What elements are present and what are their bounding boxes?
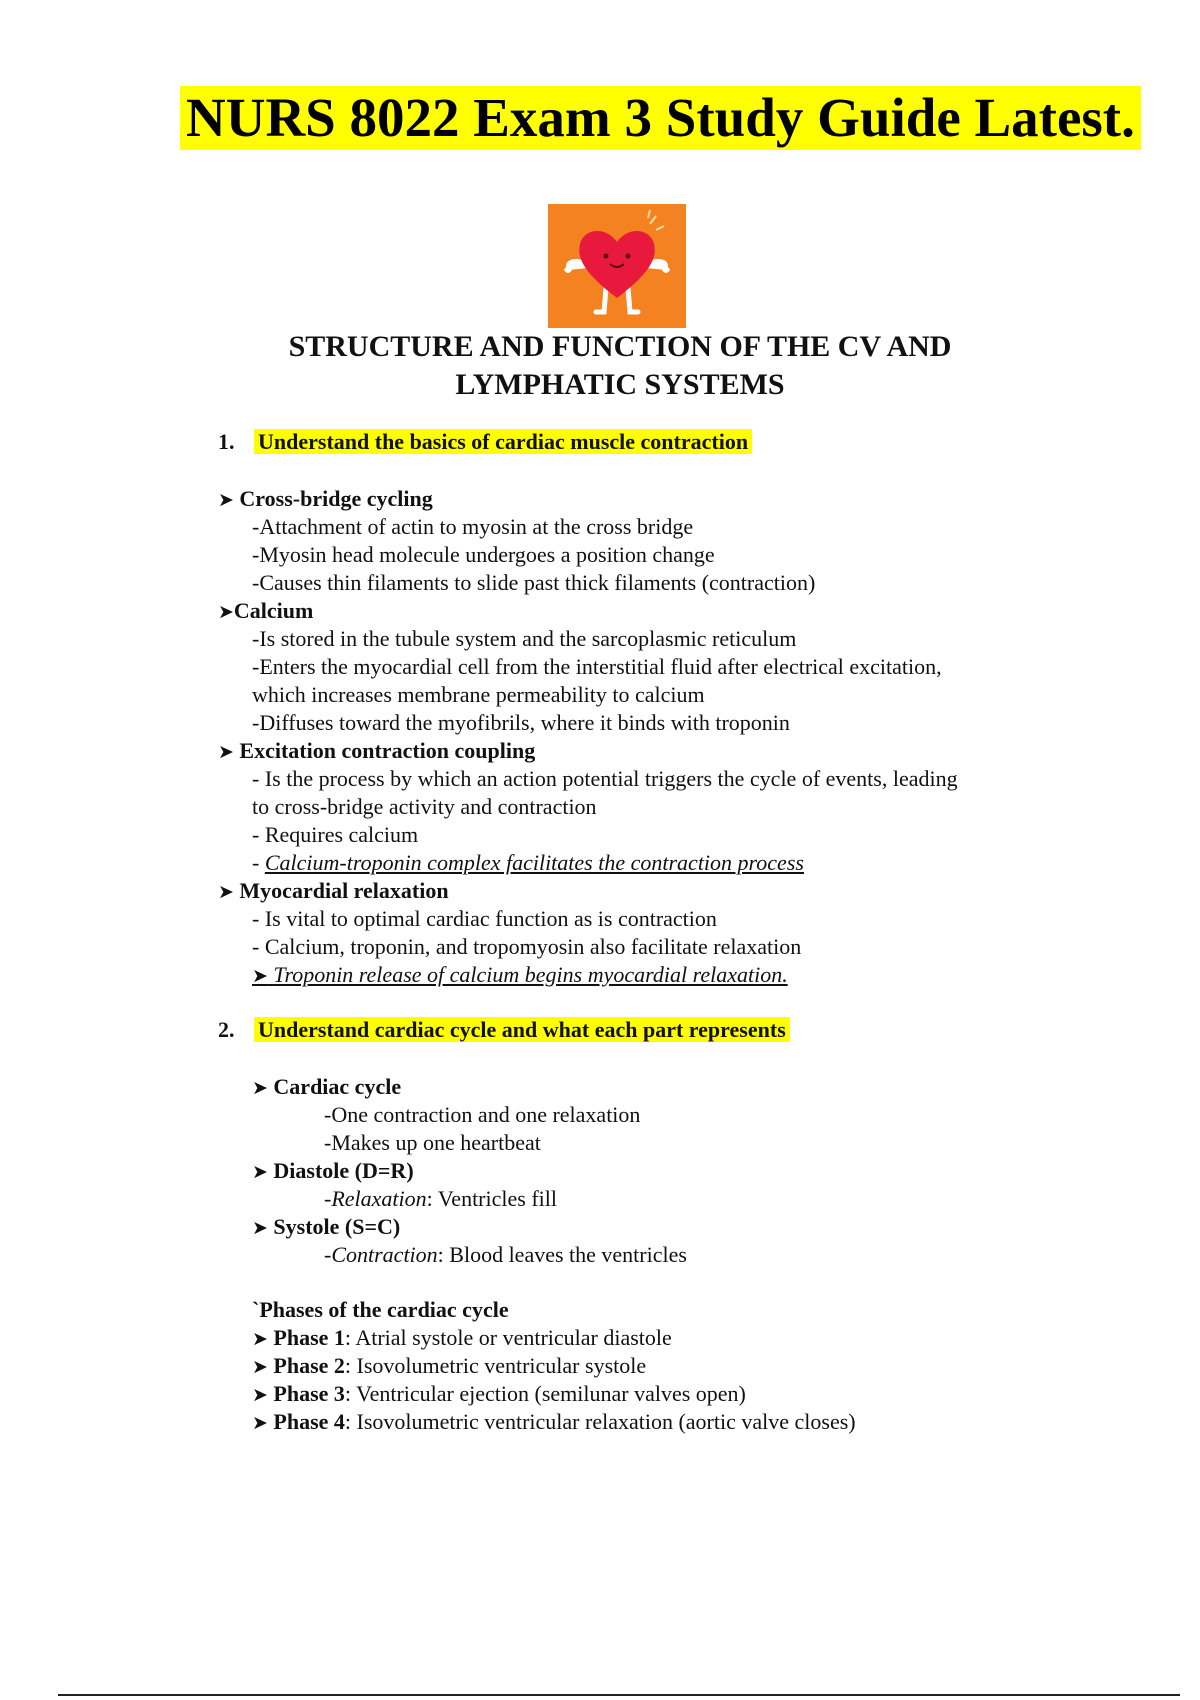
question-1 bbox=[218, 428, 752, 456]
section-heading bbox=[160, 328, 1080, 404]
diastole-term: Relaxation bbox=[331, 1186, 427, 1211]
calcium-title: Calcium bbox=[233, 598, 314, 623]
bullet-myocardial-relaxation bbox=[218, 877, 958, 905]
calcium-line: -Is stored in the tubule system and the sarcoplasmic reticulum bbox=[252, 626, 797, 651]
relax-line: - Is vital to optimal cardiac function as is contraction bbox=[252, 906, 717, 931]
arrow-bullet-icon: ➤ bbox=[252, 1077, 268, 1099]
systole-line bbox=[218, 1241, 687, 1269]
phase-desc: : Atrial systole or ventricular diastole bbox=[344, 1325, 672, 1350]
cross-bridge-title: Cross-bridge cycling bbox=[239, 486, 433, 511]
phases-heading: `Phases of the cardiac cycle bbox=[252, 1297, 509, 1322]
phase-item bbox=[218, 1380, 856, 1408]
ecc-line: to cross-bridge activity and contraction bbox=[252, 794, 597, 819]
relax-line: - Calcium, troponin, and tropomyosin also facilitate relaxation bbox=[252, 934, 802, 959]
calcium-line: which increases membrane permeability to calcium bbox=[252, 682, 705, 707]
footer-divider bbox=[58, 1694, 1180, 1696]
bullet-systole bbox=[218, 1213, 687, 1241]
systole-prefix: - bbox=[324, 1242, 332, 1267]
arrow-bullet-icon: ➤ bbox=[218, 601, 234, 623]
ecc-dash: - bbox=[252, 850, 265, 875]
arrow-bullet-icon: ➤ bbox=[252, 1356, 268, 1378]
ecc-title: Excitation contraction coupling bbox=[239, 738, 536, 763]
relax-title: Myocardial relaxation bbox=[239, 878, 449, 903]
bullet-calcium bbox=[218, 597, 958, 625]
q2-content bbox=[218, 1073, 687, 1269]
phase-item bbox=[218, 1352, 856, 1380]
cardiac-cycle-title: Cardiac cycle bbox=[273, 1074, 402, 1099]
arrow-bullet-icon: ➤ bbox=[252, 1412, 268, 1434]
cross-bridge-line: -Myosin head molecule undergoes a position change bbox=[252, 542, 715, 567]
question-1-number: 1. bbox=[218, 429, 235, 454]
arrow-bullet-icon: ➤ bbox=[252, 965, 268, 987]
question-1-text: Understand the basics of cardiac muscle contraction bbox=[254, 429, 752, 454]
arrow-bullet-icon: ➤ bbox=[218, 741, 234, 763]
phase-label: Phase 3 bbox=[273, 1381, 345, 1406]
diastole-rest: : Ventricles fill bbox=[426, 1186, 557, 1211]
phase-label: Phase 4 bbox=[273, 1409, 345, 1434]
question-2 bbox=[218, 1016, 790, 1044]
diastole-prefix: - bbox=[324, 1186, 332, 1211]
arrow-bullet-icon: ➤ bbox=[252, 1328, 268, 1350]
arrow-bullet-icon: ➤ bbox=[218, 489, 234, 511]
calcium-line: -Diffuses toward the myofibrils, where it binds with troponin bbox=[252, 710, 790, 735]
phase-desc: : Isovolumetric ventricular relaxation (aortic valve closes) bbox=[344, 1409, 856, 1434]
ecc-emphasis: Calcium-troponin complex facilitates the contraction process bbox=[264, 850, 804, 875]
bullet-excitation-contraction bbox=[218, 737, 958, 765]
phase-item bbox=[218, 1324, 856, 1352]
cardiac-cycle-line: -One contraction and one relaxation bbox=[324, 1102, 641, 1127]
diastole-title: Diastole (D=R) bbox=[273, 1158, 414, 1183]
phase-desc: : Isovolumetric ventricular systole bbox=[344, 1353, 647, 1378]
q1-content bbox=[218, 485, 958, 989]
cardiac-cycle-line: -Makes up one heartbeat bbox=[324, 1130, 541, 1155]
systole-term: Contraction bbox=[331, 1242, 438, 1267]
phase-label: Phase 1 bbox=[273, 1325, 345, 1350]
question-2-number: 2. bbox=[218, 1017, 235, 1042]
diastole-line bbox=[218, 1185, 687, 1213]
relax-emphasis: Troponin release of calcium begins myocardial relaxation. bbox=[273, 962, 788, 987]
relax-emphasis-line bbox=[218, 961, 958, 989]
ecc-emphasis-line bbox=[218, 849, 958, 877]
phases-block bbox=[218, 1296, 856, 1436]
ecc-line: - Requires calcium bbox=[252, 822, 419, 847]
ecc-line: - Is the process by which an action potential triggers the cycle of events, leading bbox=[252, 766, 958, 791]
phase-item bbox=[218, 1408, 856, 1436]
bullet-diastole bbox=[218, 1157, 687, 1185]
document-title: NURS 8022 Exam 3 Study Guide Latest. bbox=[180, 86, 1141, 150]
question-2-text: Understand cardiac cycle and what each part represents bbox=[254, 1017, 790, 1042]
phase-label: Phase 2 bbox=[273, 1353, 345, 1378]
bullet-cross-bridge bbox=[218, 485, 958, 513]
heart-mascot-icon bbox=[548, 204, 686, 328]
calcium-line: -Enters the myocardial cell from the interstitial fluid after electrical excitation, bbox=[252, 654, 942, 679]
bullet-cardiac-cycle bbox=[218, 1073, 687, 1101]
arrow-bullet-icon: ➤ bbox=[218, 881, 234, 903]
arrow-bullet-icon: ➤ bbox=[252, 1384, 268, 1406]
cross-bridge-line: -Attachment of actin to myosin at the cross bridge bbox=[252, 514, 694, 539]
section-heading-line1: STRUCTURE AND FUNCTION OF THE CV AND bbox=[288, 330, 952, 363]
systole-title: Systole (S=C) bbox=[273, 1214, 401, 1239]
section-heading-line2: LYMPHATIC SYSTEMS bbox=[455, 368, 785, 401]
phase-desc: : Ventricular ejection (semilunar valves open) bbox=[344, 1381, 746, 1406]
arrow-bullet-icon: ➤ bbox=[252, 1161, 268, 1183]
systole-rest: : Blood leaves the ventricles bbox=[437, 1242, 687, 1267]
arrow-bullet-icon: ➤ bbox=[252, 1217, 268, 1239]
cross-bridge-line: -Causes thin filaments to slide past thick filaments (contraction) bbox=[252, 570, 816, 595]
